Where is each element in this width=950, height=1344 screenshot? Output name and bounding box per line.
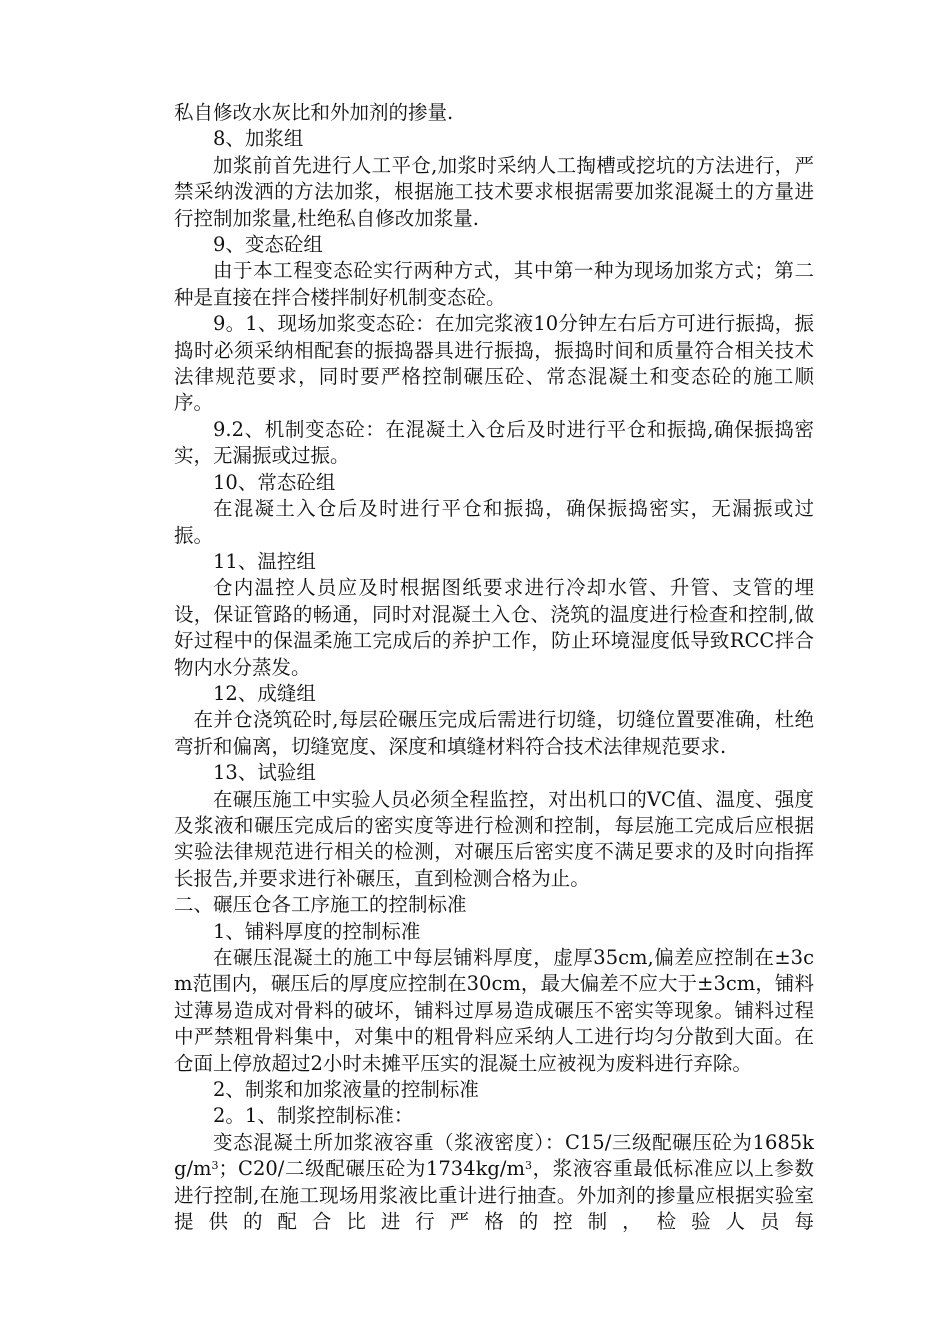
document-page <box>174 100 814 1235</box>
slurry-text-part1: 变态混凝土所加浆液容重（浆液密度）：C15/三级配碾压砼为1685kg/m <box>174 1130 814 1181</box>
paragraph: 9。1、现场加浆变态砼：在加完浆液10分钟左右后方可进行振捣，振捣时必须采纳相配套的振捣器具进行振捣，振捣时间和质量符合相关技术法律规范要求，同时要严格控制碾压砼、常态混凝土和变态砼的施工顺序。 <box>174 312 814 415</box>
slurry-text-part2: ；C20/二级配碾压砼为1734kg/m <box>218 1157 525 1181</box>
paragraph: 二、碾压仓各工序施工的控制标准 <box>174 893 467 917</box>
paragraph: 9.2、机制变态砼：在混凝土入仓后及时进行平仓和振捣,确保振捣密实，无漏振或过振。 <box>174 417 814 468</box>
paragraph: 私自修改水灰比和外加剂的掺量. <box>174 101 454 124</box>
paragraph: 13、试验组 <box>213 761 316 785</box>
superscript-cubic: 3 <box>524 1159 532 1173</box>
paragraph-slurry-density <box>174 1130 814 1236</box>
paragraph: 2、制浆和加浆液量的控制标准 <box>213 1078 479 1102</box>
paragraph: 在碾压混凝土的施工中每层铺料厚度，虚厚35cm,偏差应控制在±3cm范围内，碾压后的厚度应控制在30cm，最大偏差不应大于±3cm，铺料过薄易造成对骨料的破坏，铺料过厚易造成碾压不密实等现象。铺料过程中严禁粗骨料集中，对集中的粗骨料应采纳人工进行均匀分散到大面。在仓面上停放超过2小时未摊平压实的混凝土应被视为废料进行弃除。 <box>174 946 814 1075</box>
paragraph: 9、变态砼组 <box>213 233 323 257</box>
paragraph: 加浆前首先进行人工平仓,加浆时采纳人工掏槽或挖坑的方法进行，严禁采纳泼洒的方法加浆，根据施工技术要求根据需要加浆混凝土的方量进行控制加浆量,杜绝私自修改加浆量. <box>174 153 814 230</box>
paragraph-list <box>174 100 814 1130</box>
paragraph: 在混凝土入仓后及时进行平仓和振捣，确保振捣密实，无漏振或过振。 <box>174 497 814 547</box>
paragraph: 1、铺料厚度的控制标准 <box>213 919 421 943</box>
superscript-cubic: 3 <box>211 1159 219 1173</box>
paragraph: 12、成缝组 <box>213 681 316 705</box>
paragraph: 由于本工程变态砼实行两种方式，其中第一种为现场加浆方式；第二种是直接在拌合楼拌制好机制变态砼。 <box>174 259 814 309</box>
slurry-text-part3: ，浆液容重最低标准应以上参数进行控制,在施工现场用浆液比重计进行抽查。外加剂的掺量应根据实验室提供的配合比进行严格的控制，检验人员每 <box>174 1157 814 1234</box>
paragraph: 11、温控组 <box>213 549 316 573</box>
paragraph: 8、加浆组 <box>213 127 304 151</box>
paragraph: 10、常态砼组 <box>213 470 336 494</box>
paragraph: 在并仓浇筑砼时,每层砼碾压完成后需进行切缝，切缝位置要准确，杜绝弯折和偏离，切缝宽度、深度和填缝材料符合技术法律规范要求. <box>174 708 814 758</box>
paragraph: 仓内温控人员应及时根据图纸要求进行冷却水管、升管、支管的埋设，保证管路的畅通，同时对混凝土入仓、浇筑的温度进行检查和控制,做好过程中的保温柔施工完成后的养护工作，防止环境湿度低导致RCC拌合物内水分蒸发。 <box>174 576 814 679</box>
paragraph: 2。1、制浆控制标准： <box>213 1104 414 1128</box>
paragraph: 在碾压施工中实验人员必须全程监控，对出机口的VC值、温度、强度及浆液和碾压完成后的密实度等进行检测和控制，每层施工完成后应根据实验法律规范进行相关的检测，对碾压后密实度不满足要求的及时向指挥长报告,并要求进行补碾压，直到检测合格为止。 <box>174 787 814 890</box>
